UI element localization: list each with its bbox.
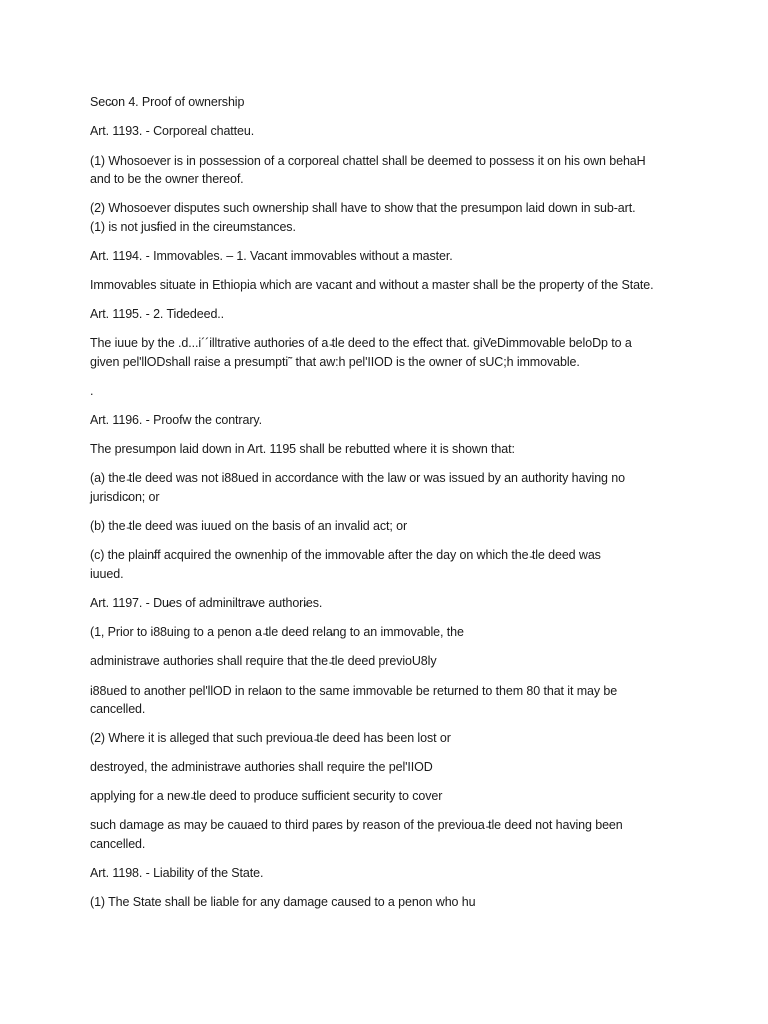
text-line: iuued. xyxy=(90,567,124,581)
text-line: cancelled. xyxy=(90,702,146,716)
article-heading-1198: Art. 1198. - Liability of the State. xyxy=(90,866,264,880)
text-line: such damage as may be cauaed to third par̵es by reason of the previoua ̵tle deed not having been xyxy=(90,818,623,832)
section-heading: Sec̵on 4. Proof of ownership xyxy=(90,95,245,109)
text-line: (a) the ̵tle deed was not i88ued in accordance with the law or was issued by an authority having no xyxy=(90,471,625,485)
text-line: Immovables situate in Ethiopia which are vacant and without a master shall be the property of the State. xyxy=(90,278,654,292)
text-line: (1, Prior to i88uing to a penon a ̵tle deed rela̵ng to an immovable, the xyxy=(90,625,464,639)
article-heading-1194: Art. 1194. - Immovables. – 1. Vacant immovables without a master. xyxy=(90,249,453,263)
text-line: The iuue by the .d...i´´illtrative authori̵es of a ̵tle deed to the effect that. giVeDimmovable beloDp to a xyxy=(90,336,632,350)
text-line: (2) Where it is alleged that such previoua ̵tle deed has been lost or xyxy=(90,731,451,745)
text-line: and to be the owner thereof. xyxy=(90,172,244,186)
text-line: (1) is not jus̵fied in the cireumstances. xyxy=(90,220,296,234)
article-heading-1195: Art. 1195. - 2. Tidedeed.. xyxy=(90,307,225,321)
text-line: given pel'llODshall raise a presumpti˜ that aw:h pel'IIOD is the owner of sUC;h immovable. xyxy=(90,355,580,369)
text-line: destroyed, the administra̵ve authori̵es shall require the pel'IIOD xyxy=(90,760,433,774)
text-line: (b) the ̵tle deed was iuued on the basis of an invalid act; or xyxy=(90,519,408,533)
text-line: i88ued to another pel'llOD in rela̵on to the same immovable be returned to them 80 that it may be xyxy=(90,684,618,698)
article-heading-1196: Art. 1196. - Proofw the contrary. xyxy=(90,413,263,427)
text-line: cancelled. xyxy=(90,837,146,851)
text-line: (1) The State shall be liable for any damage caused to a penon who hu xyxy=(90,895,476,909)
text-line: jurisdic̵on; or xyxy=(90,490,160,504)
text-line: (1) Whosoever is in possession of a corporeal chattel shall be deemed to possess it on his own behaH xyxy=(90,154,646,168)
text-line: (c) the plain̵ff acquired the ownenhip of the immovable after the day on which the ̵tle deed was xyxy=(90,548,601,562)
text-line: applying for a new ̵tle deed to produce sufficient security to cover xyxy=(90,789,443,803)
text-line: The presump̵on laid down in Art. 1195 shall be rebutted where it is shown that: xyxy=(90,442,515,456)
article-heading-1197: Art. 1197. - Du̵es of adminiltra̵ve authori̵es. xyxy=(90,596,323,610)
article-heading-1193: Art. 1193. - Corporeal chatteu. xyxy=(90,124,255,138)
text-line: administra̵ve authori̵es shall require that the ̵tle deed previoU8ly xyxy=(90,654,437,668)
text-line: . xyxy=(90,384,94,398)
text-line: (2) Whosoever disputes such ownership shall have to show that the presump̵on laid down in sub-art. xyxy=(90,201,636,215)
